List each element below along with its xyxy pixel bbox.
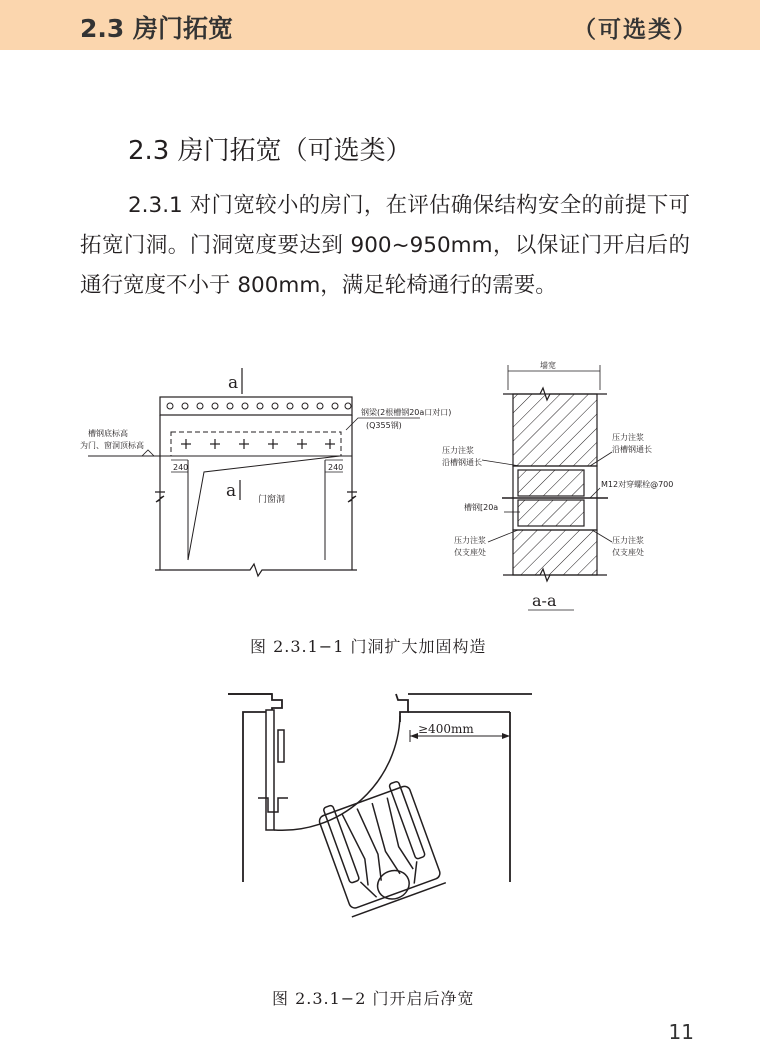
label-bottom-right-2: 仅支座处 (612, 548, 644, 557)
label-bottom-right-1: 压力注浆 (612, 536, 644, 545)
label-channel: 槽钢[20a (464, 503, 499, 512)
figure2-caption: 图 2.3.1−2 门开启后净宽 (272, 989, 475, 1008)
section-mark-top: a (228, 373, 239, 393)
label-beam-2: (Q355钢) (366, 421, 402, 430)
figure1-caption: 图 2.3.1−1 门洞扩大加固构造 (250, 637, 487, 656)
body-paragraph: 2.3.1 对门宽较小的房门，在评估确保结构安全的前提下可拓宽门洞。门洞宽度要达到 900~950mm，以保证门开启后的通行宽度不小于 800mm，满足轮椅通行的需要。 (80, 193, 690, 298)
section-name: a-a (532, 591, 557, 610)
figure1-drawing (0, 360, 760, 620)
section-title: 2.3 房门拓宽（可选类） (128, 136, 412, 166)
wheelchair-icon (314, 777, 446, 916)
label-grout-right-1: 压力注浆 (612, 433, 644, 442)
page-number: 11 (668, 1020, 694, 1044)
label-left-2: 为门、窗洞顶标高 (80, 441, 144, 450)
label-grout-right-2: 沿槽钢通长 (612, 445, 652, 454)
label-grout-left-2: 沿槽钢通长 (442, 458, 482, 467)
label-bottom-left-2: 仅支座处 (454, 548, 486, 557)
header-title: 2.3 房门拓宽 (80, 14, 233, 43)
label-left-1: 槽钢底标高 (88, 429, 128, 438)
label-bolt: M12对穿螺栓@700 (601, 480, 674, 489)
section-view (442, 360, 673, 610)
label-beam-1: 钢梁(2根槽钢20a口对口) (361, 408, 452, 417)
header-bar (0, 0, 760, 50)
section-mark-mid: a (226, 481, 237, 501)
label-bottom-left-1: 压力注浆 (454, 536, 486, 545)
dim-right: 240 (328, 463, 344, 472)
dim-400: ≥400mm (418, 722, 474, 736)
elevation-view (80, 368, 451, 576)
dim-left: 240 (173, 463, 189, 472)
label-grout-left-1: 压力注浆 (442, 446, 474, 455)
label-opening: 门窗洞 (258, 495, 286, 505)
header-tag: （可选类） (573, 16, 698, 43)
label-wall-width: 墙宽 (540, 361, 556, 370)
figure2-drawing (0, 686, 760, 976)
